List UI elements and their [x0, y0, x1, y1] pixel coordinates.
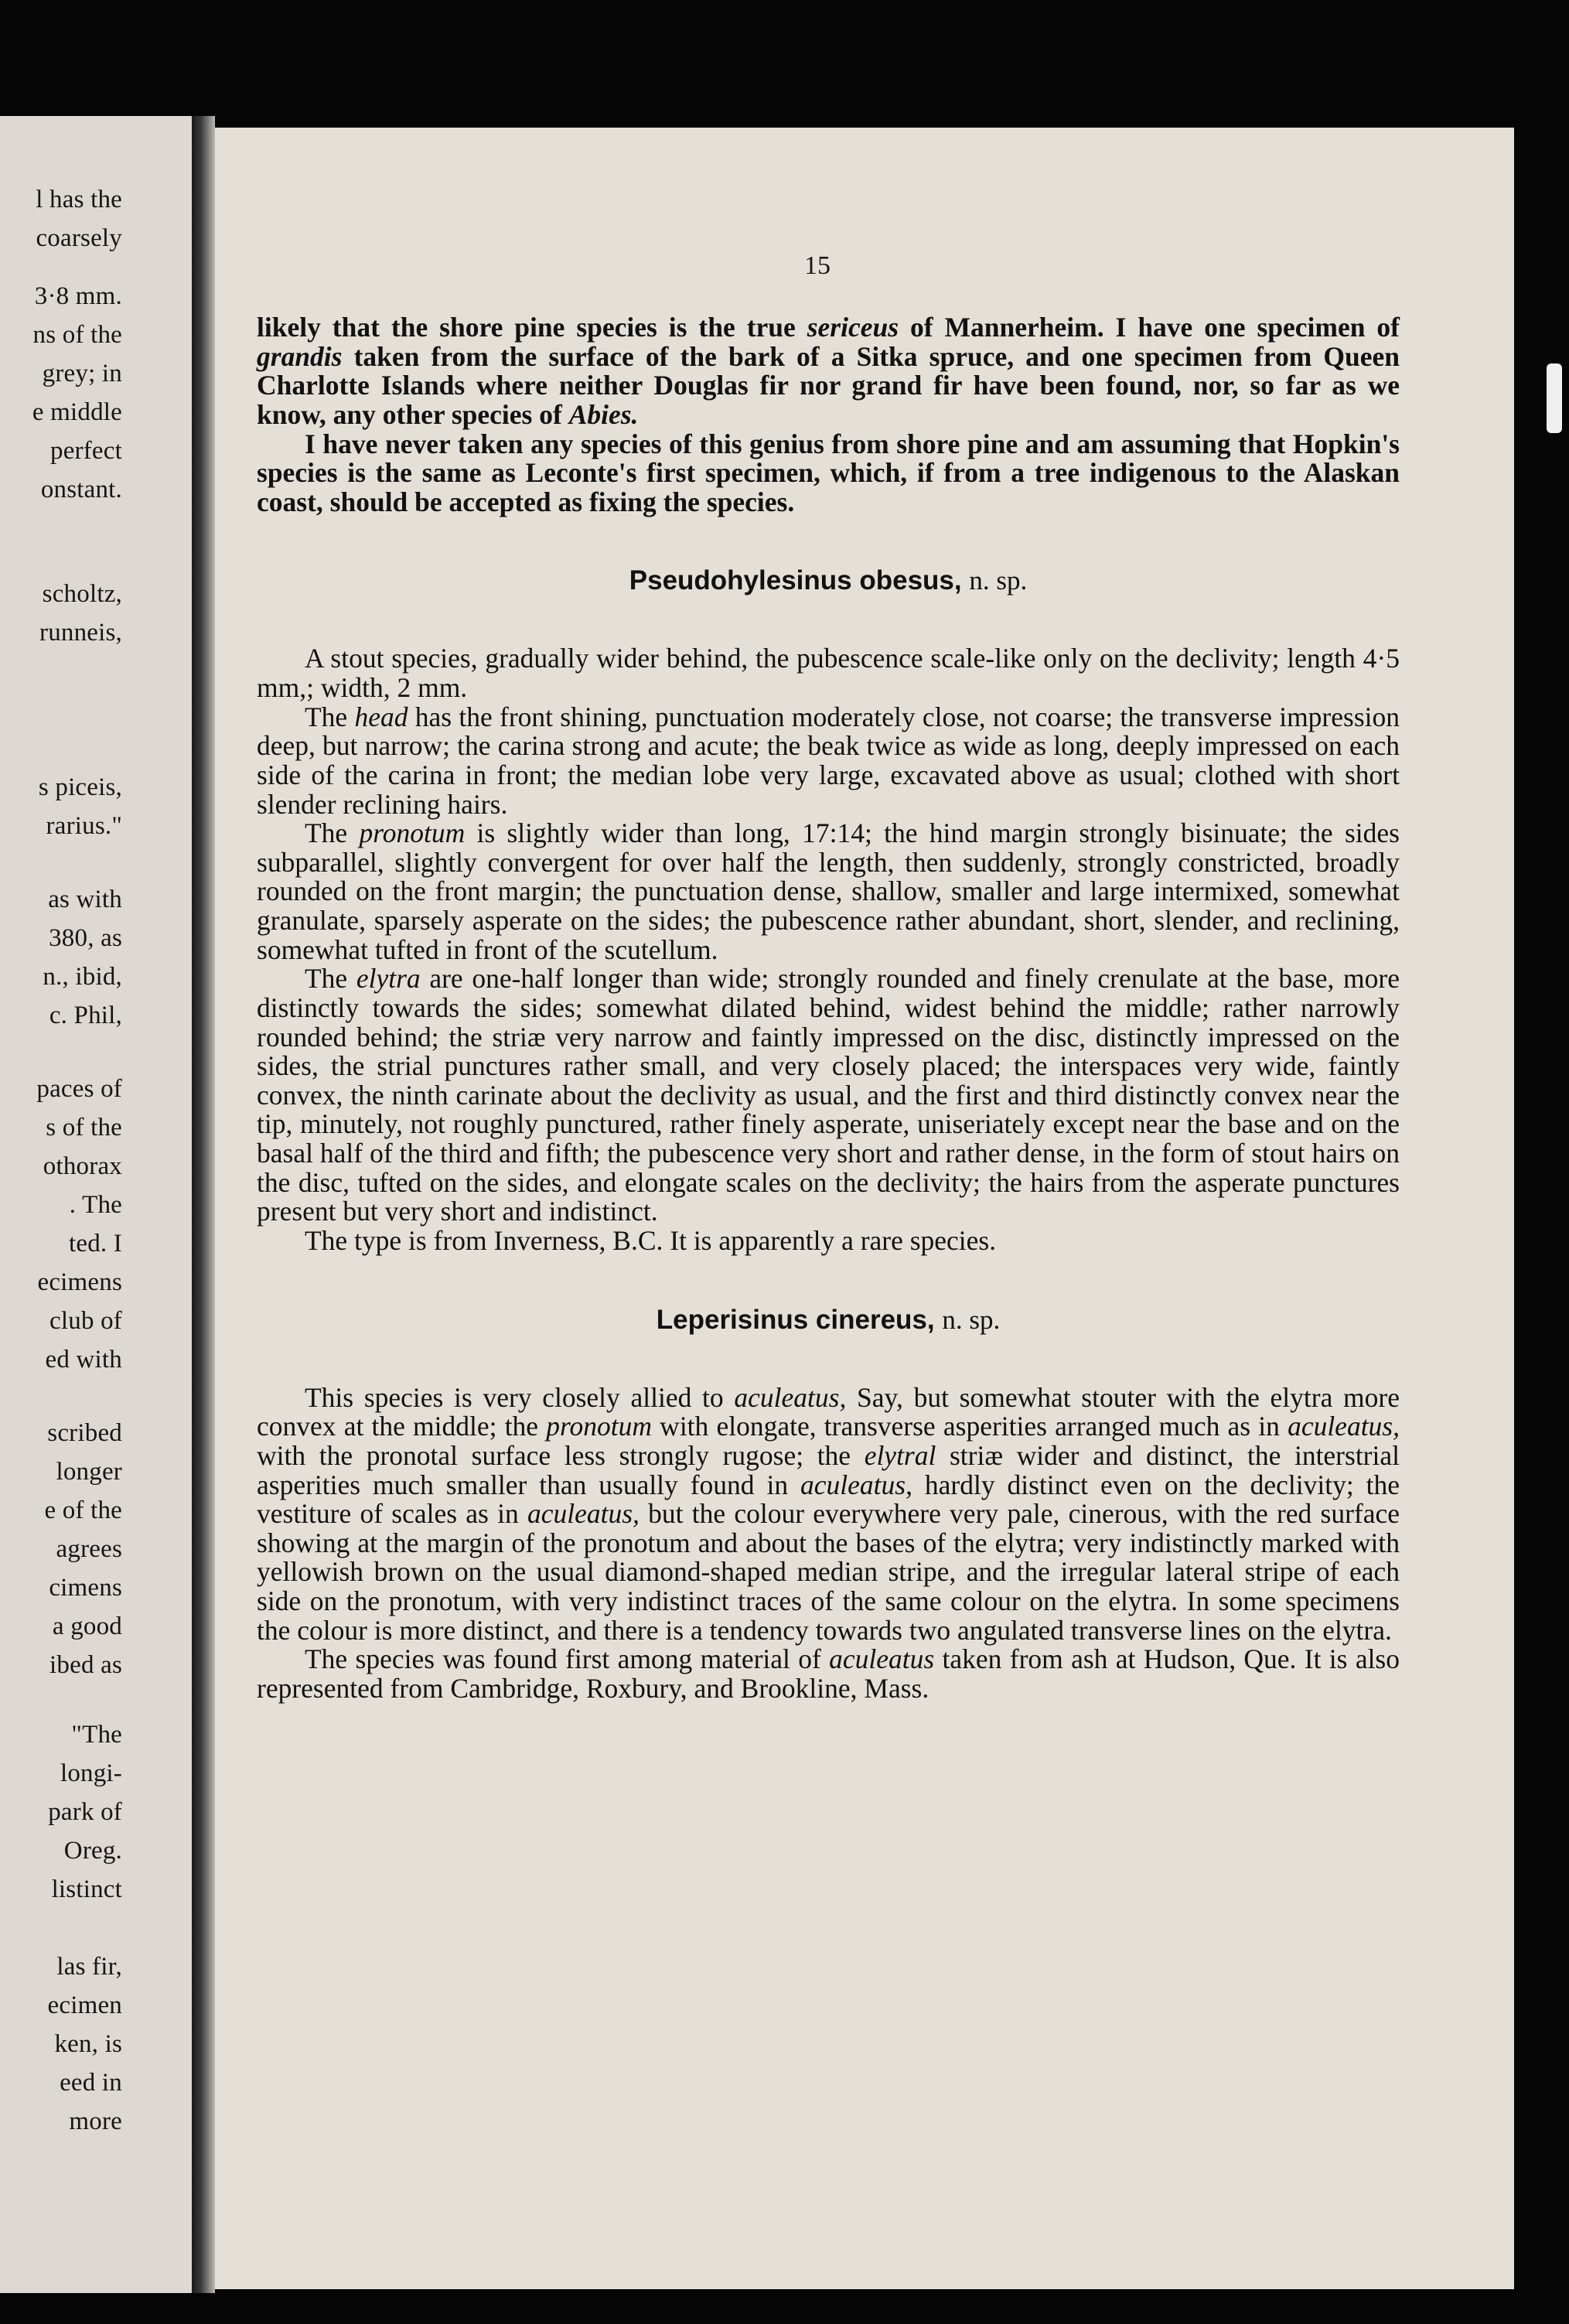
- left-page-text-fragment: l has the: [36, 186, 122, 213]
- left-page-text-fragment: e of the: [44, 1496, 122, 1524]
- left-page-text-fragment: . The: [69, 1191, 122, 1219]
- species1-pronotum: The pronotum is slightly wider than long, 17:14; the hind margin strongly bisinuate; the sides subparallel, slightly convergent for over half the length, then suddenly, strongly constricted, broadly rounded on the front margin; the punctuation dense, shallow, smaller and large intermixed, somewhat granulate, sparsely asperate on the sides; the pubescence rather abundant, short, slender, and reclining, somewhat tufted in front of the scutellum.: [257, 817, 1400, 965]
- intro-paragraph-2: I have never taken any species of this genius from shore pine and am assuming that Hopkin's species is the same as Leconte's first specimen, which, if from a tree indigenous to the Alaskan coast, should be accepted as fixing the species.: [257, 428, 1400, 517]
- left-page-text-fragment: ed with: [45, 1346, 122, 1374]
- left-page-text-fragment: longer: [56, 1458, 122, 1486]
- left-page-text-fragment: perfect: [50, 437, 122, 465]
- left-page-text-fragment: ecimen: [47, 1991, 122, 2019]
- species-heading-leperisinus: Leperisinus cinereus, n. sp.: [656, 1304, 1001, 1335]
- left-page-text-fragment: as with: [48, 886, 122, 913]
- left-page-text-fragment: eed in: [60, 2069, 122, 2097]
- left-page-text-fragment: longi-: [60, 1759, 122, 1787]
- left-page-text-fragment: 3·8 mm.: [34, 282, 122, 310]
- page-number: 15: [804, 251, 831, 280]
- left-page-text-fragment: grey; in: [42, 360, 122, 387]
- species-heading-pseudohylesinus: Pseudohylesinus obesus, n. sp.: [629, 565, 1028, 596]
- left-page-text-fragment: c. Phil,: [49, 1002, 122, 1029]
- left-page-text-fragment: Oreg.: [63, 1837, 122, 1865]
- left-page-text-fragment: ted. I: [68, 1230, 122, 1258]
- left-page-text-fragment: las fir,: [56, 1953, 122, 1981]
- left-page-text-fragment: ecimens: [37, 1268, 122, 1296]
- left-page-text-fragment: ibed as: [49, 1651, 122, 1679]
- left-page-text-fragment: e middle: [32, 398, 122, 426]
- left-page-text-fragment: n., ibid,: [43, 963, 122, 991]
- left-page-text-fragment: onstant.: [40, 476, 122, 503]
- left-facing-page: [0, 116, 192, 2293]
- left-page-text-fragment: club of: [49, 1307, 122, 1335]
- left-page-text-fragment: a good: [52, 1612, 122, 1640]
- left-page-text-fragment: 380, as: [49, 924, 122, 952]
- left-page-text-fragment: more: [69, 2107, 122, 2135]
- species1-elytra: The elytra are one-half longer than wide; strongly rounded and finely crenulate at the base, more distinctly towards the sides; somewhat dilated behind, widest behind the middle; rather narrowly rounded behind; the striæ very narrow and faintly impressed on the disc, distinctly impressed on the sides, the strial punctures rather small, and very closely placed; the interspaces very wide, faintly convex, the ninth carinate about the declivity as usual, and the first and third distinctly convex near the tip, minutely, not roughly punctured, rather finely asperate, uniseriately except near the base and on the basal half of the third and fifth; the pubescence very short and rather dense, in the form of stout hairs on the disc, tufted on the sides, and elongate scales on the declivity; the hairs from the asperate punctures present but very short and indistinct.: [257, 963, 1400, 1227]
- scan-edge-mark: [1547, 363, 1562, 433]
- species2-locality: The species was found first among material of aculeatus taken from ash at Hudson, Que. It is also represented from Cambridge, Roxbury, and Brookline, Mass.: [257, 1643, 1400, 1704]
- left-page-text-fragment: ns of the: [32, 321, 122, 349]
- species2-description: This species is very closely allied to aculeatus, Say, but somewhat stouter with the elytra more convex at the middle; the pronotum with elongate, transverse asperities arranged much as in aculeatus, with the pronotal surface less strongly rugose; the elytral striæ wider and distinct, the interstrial asperities much smaller than usually found in aculeatus, hardly distinct even on the declivity; the vestiture of scales as in aculeatus, but the colour everywhere very pale, cinerous, with the red surface showing at the margin of the pronotum and about the bases of the elytra; very indistinctly marked with yellowish brown on the usual diamond-shaped median stripe, and the irregular lateral stripe of each side on the pronotum, with very indistinct traces of the same colour on the elytra. In some specimens the colour is more distinct, and there is a tendency towards two angulated transverse lines on the elytra.: [257, 1381, 1400, 1646]
- species1-description: A stout species, gradually wider behind, the pubescence scale-like only on the declivity; length 4·5 mm,; width, 2 mm.: [257, 643, 1400, 704]
- species1-type-locality: The type is from Inverness, B.C. It is apparently a rare species.: [305, 1224, 997, 1256]
- left-page-text-fragment: scholtz,: [42, 580, 122, 608]
- left-page-text-fragment: othorax: [43, 1152, 122, 1180]
- left-page-text-fragment: "The: [71, 1721, 122, 1749]
- left-page-text-fragment: s piceis,: [38, 773, 122, 801]
- left-page-text-fragment: coarsely: [36, 224, 122, 252]
- left-page-text-fragment: paces of: [36, 1075, 122, 1103]
- left-page-text-fragment: listinct: [51, 1875, 122, 1903]
- species1-head: The head has the front shining, punctuation moderately close, not coarse; the transverse impression deep, but narrow; the carina strong and acute; the beak twice as wide as long, deeply impressed on each side of the carina in front; the median lobe very large, excavated above as usual; clothed with short slender reclining hairs.: [257, 701, 1400, 820]
- left-page-text-fragment: agrees: [56, 1535, 122, 1563]
- left-page-text-fragment: scribed: [47, 1419, 122, 1447]
- left-page-text-fragment: s of the: [46, 1114, 122, 1142]
- left-page-text-fragment: rarius.": [46, 812, 122, 840]
- page-gutter: [192, 116, 215, 2293]
- left-page-text-fragment: cimens: [49, 1574, 122, 1602]
- left-page-text-fragment: park of: [48, 1798, 122, 1826]
- left-page-text-fragment: ken, is: [54, 2030, 122, 2058]
- page-body: [257, 313, 1400, 1704]
- left-page-text-fragment: runneis,: [39, 619, 122, 647]
- intro-paragraph-1: likely that the shore pine species is the true sericeus of Mannerheim. I have one specimen of grandis taken from the surface of the bark of a Sitka spruce, and one specimen from Queen Charlotte Islands where neither Douglas fir nor grand fir have been found, nor, so far as we know, any other species of Abies.: [257, 312, 1400, 430]
